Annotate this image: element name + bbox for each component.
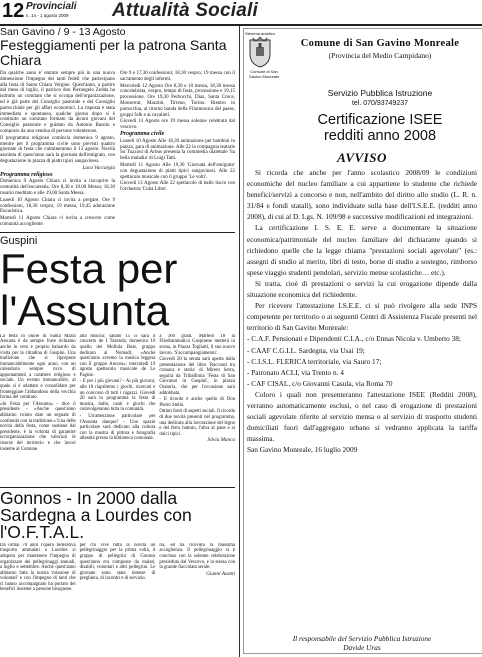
author-signature: Silvia Manca [207, 437, 235, 444]
notice-title-line2: redditi anno 2008 [323, 128, 437, 144]
subheading: Programma civile [120, 130, 165, 137]
paragraph: Coloro i quali non presenteranno l'attestazione ISEE (Redditi 2008), verranno automaticamente esclusi, o nel caso di erogazione di prestazioni sociali agevolate riferite al servizio mensa o al servizio di trasporto studenti domiciliati fuori dall'aggregato urbano si vedranno applicata la tariffa massima. [247, 389, 477, 444]
paragraph: Martedì 11 Agosto Chiara ci invita a crescere come comunità accogliente. [0, 216, 115, 227]
paragraph: Mercoledì 12 Agosto Ore 8,30 e 10 messa, 18,30 messa concelebrata, vespro, tempo di festa, processione e 19,15 processione. Ore 19,30 Pedrocchi, Diaz, Santa Croce, Monserrat, Mazzini, Tirreno, Torino. Rientro in parrocchia, al ritorno banda della Filarmonica del paese, gruppi folk e ai cavalieri. [120, 83, 235, 118]
section-title: Attualità Sociali [112, 0, 258, 21]
article1-kicker: San Gavino / 9 - 13 Agosto [0, 26, 126, 38]
paragraph: La festa in onore di Santa Maria Assunta è da sempre forte richiamo anche in vero e proprio baluardo da visita per la cittadina di Guspini. Una tradizione che si ripropone immancabilmente ogni anno, con un calendario sempre ricco di appuntamenti a carattere religioso e sociale. Un evento immancabile, al quale si è adattato e consolidato per fronteggiare l'abbandono della vecchia forma del comitato. [0, 333, 76, 401]
province-name: (Provincia del Medio Campidano) [328, 51, 432, 60]
page-header [0, 0, 482, 26]
date-line: San Gavino Monreale, 16 luglio 2009 [247, 445, 358, 455]
notice-title-line1: Certificazione ISEE [317, 112, 443, 128]
paragraph: Giovedì 20 la serata sarà aperta dalla presentazione del libro 'Racconti tra cronaca e storia' di Mirero Serra, seguirà da Tribalfonia 'Festa di San Giovanni in Guspini', in piazza Oratoria, che per l'occasione sarà addobbata. [159, 357, 235, 396]
newspaper-logo: Provinciali [26, 1, 77, 12]
crest-name: Comune di San Gavino Monreale [248, 69, 280, 79]
phone-number: tel. 070/93749237 [351, 100, 409, 107]
notice-title [282, 112, 478, 144]
article3-headline: Gonnos - In 2000 dalla Sardegna a Lourdes con l'O.F.T.A.L. [0, 487, 192, 542]
list-item: - C.A.F. Pensionati e Dipendenti C.I.A., c/o Ennas Nicola v. Umberto 38; [247, 334, 461, 344]
notice-body [247, 167, 477, 455]
avviso-heading: AVVISO [337, 150, 387, 165]
paragraph: Domenica 9 Agosto Chiara ci invita a riscoprire la centralità dell'eucarestia. Ore 8,30 e 10.00 Messa; 18,30 rosario meditato e alle 19,00 Santa Messa. [0, 179, 115, 196]
paragraph: Ottimi fonti di aspetti sociali. Il ricordo di due novità presenti nel programma, una dedicata alla lavorazione del legno e del ferro battuto, l'altra al pane e ai dolci tipici. [159, 409, 235, 437]
paragraph: Si tratta, cioè di prestazioni o servizi la cui erogazione dipende dalla situazione economica del richiedente. [247, 278, 477, 300]
paragraph: alla musica: sabato 15 ci sarà il concerto de I Tazenda; domenica 16 quello dei Mollula Beat, gruppo dedicato ai Nomadi; «Anche quest'anno avremo la musica leggera con il gruppo Ancora»; mercoledì 19 agosto spettacolo musicale de Le Pagine. [79, 333, 156, 378]
paragraph: Giovedì 13 Agosto ore 19 messa solenne celebrata dal vescovo. [120, 119, 235, 131]
article1-body [0, 71, 235, 229]
municipal-crest-icon [248, 36, 272, 68]
caf-list [247, 333, 477, 388]
crest-caption: Stemma araldico [245, 31, 276, 36]
left-column [0, 26, 235, 633]
signature-block [247, 634, 477, 652]
paragraph: Si ricorda che anche per l'anno scolastico 2008/09 le condizioni economiche del nucleo familiare a cui appartiene lo studente che richiede benefici/servizi a concorso e non, nell'ambito del diritto allo studio (L. R. n. 31/84 e fondi statali), sono individuate sulla base dell'I.S.E.E. (redditi anno 2008), di cui al D. Lgs. N. 109/98 e successive modificazioni ed integrazioni. [247, 168, 477, 222]
paragraph: - E per i più giovani? - Ai più giovani, alle 18 riapriremo i giochi, ricercati e un concorso di tutti i ragazzi. Giovedì 20 sarà in programma la festa di musica, ballo, canti e giochi che coinvolgeranno tutta la comunità. [79, 379, 156, 413]
list-item: - C.I.S.L. FLERICA territoriale, via Sauro 17; [247, 356, 382, 366]
signatory-name: Davide Uras [343, 643, 381, 652]
article3-body [0, 543, 235, 633]
paragraph: Da ormai 70 anni l'opera federativa trasporto ammalati a Lourdes si adopera per mantenere l'impegno di organizzare dei pellegrinaggi annuali, a luglio e settembre. Anche quest'anno abbiamo fatto la nostra 'missione di volontari' e con l'impegno di tanti che ci hanno accompagnato ha portato dei benefici insieme a persone bisognose. [0, 542, 76, 593]
signatory-title: Il responsabile del Servizio Pubblica Istruzione [292, 634, 432, 643]
article1-col1 [0, 71, 115, 229]
list-item: - CAF CISAL, c/o Giovanni Casula, via Roma 70 [247, 378, 393, 388]
list-item: - CAAF C.G.I.L. Sardegna, via Usai 19; [247, 345, 365, 355]
paragraph: Il programma religioso comincia domenica 9 agosto, mentre per il programma civile sono previsti quattro giornate di festa che culmineranno il 13 agosto. Novità assoluta di quest'anno sarà la giornata dell'emigrato, con degustazione in piazza di piatti tipici sangavinesi. [0, 135, 115, 164]
municipal-notice [239, 26, 482, 657]
article3-col2 [80, 543, 156, 633]
article2-kicker: Guspini [0, 234, 38, 247]
paragraph: - Il ricordo è anche quello di Don Pietro Stella. [159, 397, 235, 408]
office-name: Servizio Pubblica Istruzione [327, 88, 433, 98]
article2-col2 [80, 334, 156, 484]
article3-col3 [159, 543, 235, 633]
article1-headline: Festeggiamenti per la patrona Santa Chiara [0, 37, 227, 68]
paragraph: ria, ed ha ricevuto la massima accoglienza. Il pellegrinaggio si è concluso con la solenne celebrazione presieduta dal Vescovo, e la stessa con la grande fiaccolata serale. [159, 542, 235, 571]
article2-body [0, 334, 235, 484]
paragraph: Lunedì 10 Agosto Alle 18,30 animazione per bambini in piazza, gara di animazione. Alle 22 la compagnia teatrale Su Tuzzoni di Arbus presenta la commedia dialettale 'Sa bella maladia' di Luigi Tatti. [120, 138, 235, 162]
page-number: 12 [2, 0, 25, 22]
article2-col1 [0, 334, 76, 484]
author-signature: Gianni Avanti [206, 570, 235, 577]
article2-col3 [159, 334, 235, 484]
paragraph: Lunedì 10 Agosto Chiara ci invita a pregare. Ore 9 confessioni, 18,30 vespro, 19 messa, 19,45 adorazione Eucaristica. [0, 197, 115, 215]
paragraph: per chi vive tutta la novità un pellegrinaggio per la prima volta, il gruppo di pellegrini di Gonnos quest'anno era composto da malati, disabili, volontari e altri pellegrini. Le giornate sono state intense di preghiera, di incontri e di servizio. [79, 542, 156, 582]
paragraph: Da qualche anno è' entrato sempre più in una nuova dimensione l'impegno dei tanti fedeli che partecipano alla festa di Santa Chiara Vergine. Quest'anno, a partire dal mese di luglio, il parroco don Pierangelo Zedda ha istituito un comitato che si occupa dell'organizzazione, ed è già parte del Consiglio pastorale e del Consiglio parrocchiale per gli affari economici. La risposta è stata immediata e spontanea, qualche giorno dopo si è costituito un comitato formato da alcuni giovani del Consiglio pastorale e guidato da Antonio Basolu e composto da una ventina di persone volenterose. [0, 71, 115, 134]
article3-col1 [0, 543, 76, 633]
comune-name: Comune di San Gavino Monreale [300, 38, 460, 49]
list-item: - Patronato ACLI, via Trento n. 4 [247, 367, 344, 377]
subheading: Programma religioso [0, 171, 53, 178]
issue-info: n. 14 - 1 agosto 2009 [26, 13, 69, 18]
paragraph: Giovedì 13 Agosto Alle 22 spettacolo di ballo liscio con l'orchestra 'Cuba Libre'. [120, 181, 235, 193]
article2-headline: Festa per l'Assunta [0, 244, 178, 334]
paragraph: Martedì 11 Agosto Alle 19,30 'Giornata dell'emigrato' con degustazione di piatti tipici sangavinesi. Alle 22 spettacolo musicale con il gruppo 'Le volti'. [120, 162, 235, 180]
author-signature: Luca Vaccargiu [82, 164, 115, 171]
paragraph: Ore 9 e 17,30 confessioni; 18,30 vespro; 19 messa con il sacramento degli infermi. [120, 71, 235, 82]
paragraph: La certificazione I. S. E. E. serve a documentare la situazione economica/patrimoniale del nucleo familiare del dichiarante quando si richiedono quelle che la legge chiama "prestazioni sociali agevolate" (es.: assegni di studio al merito, libri di testo, borse di studio a sostegno, rimborso spese viaggio studenti pendolari, servizio mense scolastiche… etc.). [247, 223, 477, 277]
paragraph: a 360 gradi. Martedì 18 la Filodrammatica Guspinese metterà in scena, in Piazza Togliatti, il suo nuovo lavoro. 'S'accumpangiamentu'. [159, 333, 235, 356]
article1-col2 [120, 71, 235, 229]
paragraph: - Un'attenzione particolare per l'Assunta dunque? - Uno spazio particolare sarà dedicato alla cultura con la mostra di pittura e fotografia allestita presso la biblioteca comunale. [79, 414, 156, 442]
paragraph: «In Festa per l'Assunta» - dice il presidente - «Anche quest'anno abbiamo voluto dare un segnale di continuità con la tradizione.» Una delle novità della festa, come sostiene dal presidente, è la volontà di garantire un'organizzazione che valorizzi le risorse del territorio e che lavori insieme al Comune. [0, 401, 76, 452]
divider [0, 232, 235, 233]
paragraph: Per ricevere l'attestazione I.S.E.E. ci si può rivolgere alla sede INPS competente per territorio o ai seguenti Centri di Assistenza Fiscale presenti nel territorio di San Gavino Monreale: [247, 301, 477, 333]
